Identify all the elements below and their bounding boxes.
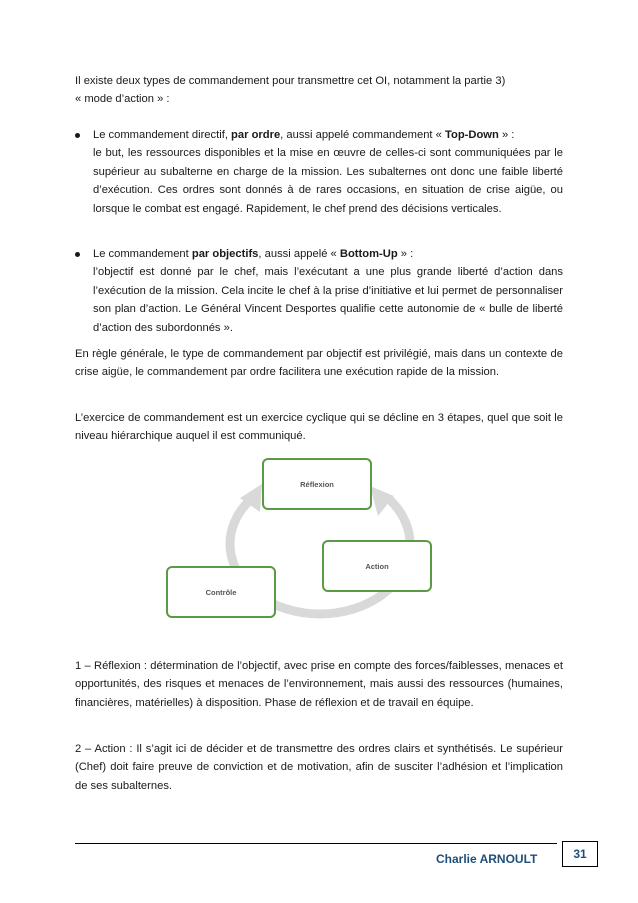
command-cycle-diagram bbox=[180, 450, 470, 620]
bullet-top-down-heading: Le commandement directif, par ordre, aussi appelé commandement « Top-Down » : bbox=[93, 129, 515, 141]
footer-author: Charlie ARNOULT bbox=[436, 852, 538, 866]
diagram-step-action: Action bbox=[322, 540, 432, 592]
paragraph-rule: En règle générale, le type de commandement par objectif est privilégié, mais dans un contexte de crise aigüe, le commandement par ordre facilitera une exécution rapide de la mission. bbox=[75, 348, 563, 379]
intro-line-2: « mode d’action » : bbox=[75, 93, 170, 106]
paragraph-step-2: 2 – Action : Il s’agit ici de décider et de transmettre des ordres clairs et synthétisés. Le supérieur (Chef) doit faire preuve de conviction et de motivation, afin de susciter l’adhésion et l’implication de ses subalternes. bbox=[75, 743, 563, 792]
footer-divider bbox=[75, 843, 557, 844]
bullet-icon bbox=[75, 133, 80, 138]
intro-line-1: Il existe deux types de commandement pour transmettre cet OI, notamment la partie 3) bbox=[75, 75, 506, 87]
bullet-top-down-body: le but, les ressources disponibles et la mise en œuvre de celles-ci sont communiquées par le supérieur au subalterne en charge de la mission. Les subalternes ont donc une faible liberté d’exécution. Ces ordres sont donnés à de rares occasions, en situation de crise aigüe, ou lorsque le combat est engagé. Rapidement, le chef prend des décisions verticales. bbox=[93, 147, 563, 215]
paragraph-step-1: 1 – Réflexion : détermination de l’objectif, avec prise en compte des forces/faiblesses, menaces et opportunités, des risques et menaces de l’environnement, mais aussi des ressources (humaines, financières, matérielles) à disposition. Phase de réflexion et de travail en équipe. bbox=[75, 660, 563, 709]
paragraph-cycle: L’exercice de commandement est un exercice cyclique qui se décline en 3 étapes, quel que soit le niveau hiérarchique auquel il est communiqué. bbox=[75, 412, 563, 443]
page-number: 31 bbox=[562, 841, 598, 867]
bullet-bottom-up-heading: Le commandement par objectifs, aussi appelé « Bottom-Up » : bbox=[93, 248, 414, 260]
bullet-icon bbox=[75, 252, 80, 257]
bullet-bottom-up-body: l’objectif est donné par le chef, mais l’exécutant a une plus grande liberté d’action dans l’exécution de la mission. Cela incite le chef à la prise d’initiative et lui permet de personnaliser son plan d’action. Le Général Vincent Desportes qualifie cette autonomie de « bulle de liberté d’action des subordonnés ». bbox=[93, 266, 563, 334]
bullet-bottom-up bbox=[75, 245, 563, 337]
diagram-step-controle: Contrôle bbox=[166, 566, 276, 618]
diagram-step-reflexion: Réflexion bbox=[262, 458, 372, 510]
bullet-top-down bbox=[75, 126, 563, 218]
intro-paragraph bbox=[75, 72, 563, 109]
